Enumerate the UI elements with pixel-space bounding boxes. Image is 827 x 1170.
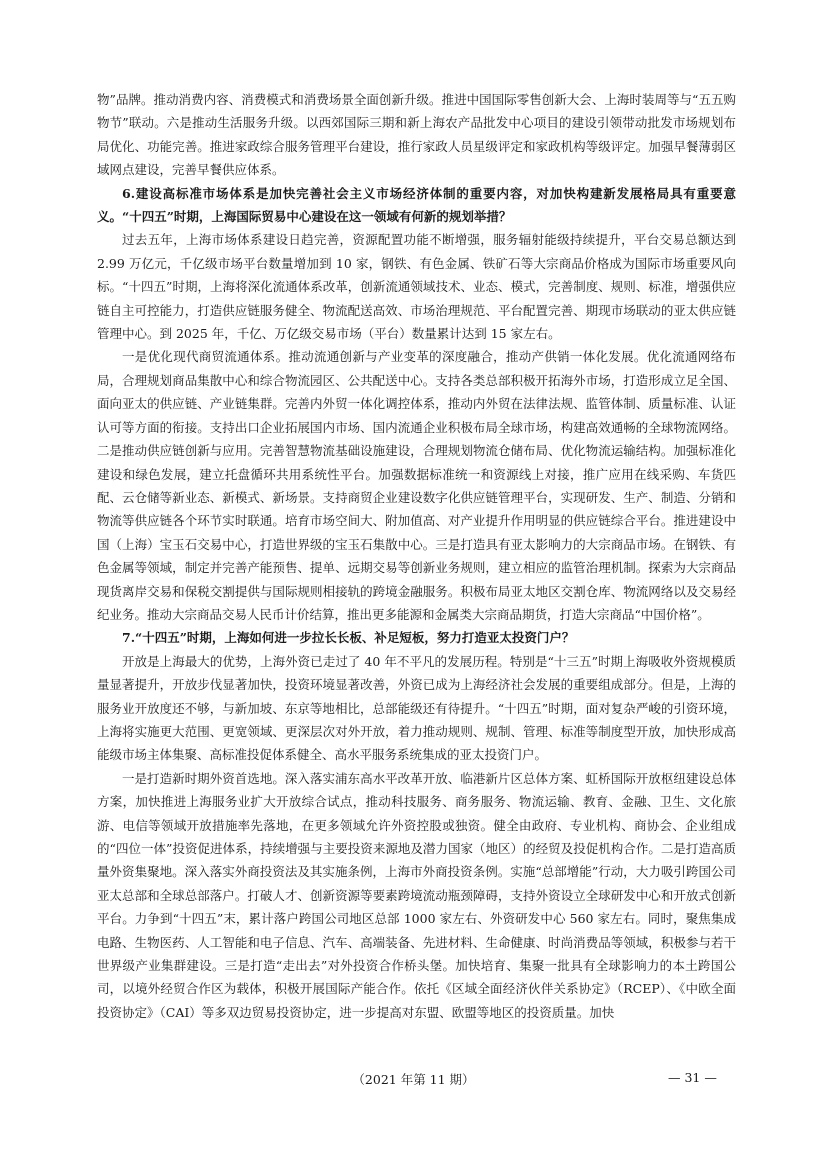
paragraph-6: 开放是上海最大的优势，上海外资已走过了 40 年不平凡的发展历程。特别是“十三五”时期上海吸收外资规模质量显著提升，开放步伐显著加快，投资环境显著改善，外资已成为上海经济社会发展的重要组成部分。但是，上海的服务业开放度还不够，与新加坡、东京等地相比，总部能级还有待提升。“十四五”时期，面对复杂严峻的引资环境，上海将实施更大范围、更宽领域、更深层次对外开放，着力推动规则、规制、管理、标准等制度型开放，加快形成高能级市场主体集聚、高标准投促体系健全、高水平服务系统集成的亚太投资门户。 — [97, 653, 736, 763]
paragraph-3: 过去五年，上海市场体系建设日趋完善，资源配置功能不断增强，服务辐射能级持续提升，平台交易总额达到 2.99 万亿元，千亿级市场平台数量增加到 10 家，钢铁、有色金属、铁矿石等大宗商品价格成为国际市场重要风向标。“十四五”时期，上海将深化流通体系改革，创新流通领域技术、业态、模式，完善制度、规则、标准，增强供应链自主可控能力，打造供应链服务健全、物流配送高效、市场治理规范、平台配置完善、期现市场联动的亚太供应链管理中心。到 2025 年，千亿、万亿级交易市场（平台）数量累计达到 15 家左右。 — [97, 232, 736, 342]
issue-label: （2021 年第 11 期） — [352, 1072, 475, 1087]
question-7: 7.“十四五”时期，上海如何进一步拉长长板、补足短板，努力打造亚太投资门户？ — [122, 630, 575, 646]
paragraph-7: 一是打造新时期外资首选地。深入落实浦东高水平改革开放、临港新片区总体方案、虹桥国际开放枢纽建设总体方案，加快推进上海服务业扩大开放综合试点，推动科技服务、商务服务、物流运输、教育、金融、卫生、文化旅游、电信等领域开放措施率先落地，在更多领域允许外资控股或独资。健全由政府、专业机构、商协会、企业组成的“四位一体”投资促进体系，持续增强与主要投资来源地及潜力国家（地区）的经贸及投促机构合作。二是打造高质量外资集聚地。深入落实外商投资法及其实施条例，上海市外商投资条例。实施“总部增能”行动，大力吸引跨国公司亚太总部和全球总部落户。打破人才、创新资源等要素跨境流动瓶颈障碍，支持外资设立全球研发中心和开放式创新平台。力争到“十四五”末，累计落户跨国公司地区总部 1000 家左右、外资研发中心 560 家左右。同时，聚焦集成电路、生物医药、人工智能和电子信息、汽车、高端装备、先进材料、生命健康、时尚消费品等领域，积极参与若干世界级产业集群建设。三是打造“走出去”对外投资合作桥头堡。加快培育、集聚一批具有全球影响力的本土跨国公司，以境外经贸合作区为载体，积极开展国际产能合作。依托《区域全面经济伙伴关系协定》（RCEP）、《中欧全面投资协定》（CAI）等多双边贸易投资协定，进一步提高对东盟、欧盟等地区的投资质量。加快 — [97, 770, 736, 1020]
paragraph-4: 一是优化现代商贸流通体系。推动流通创新与产业变革的深度融合，推动产供销一体化发展。优化流通网络布局，合理规划商品集散中心和综合物流园区、公共配送中心。支持各类总部积极开拓海外市场，打造形成立足全国、面向亚太的供应链、产业链集群。完善内外贸一体化调控体系，推动内外贸在法律法规、监管体制、质量标准、认证认可等方面的衔接。支持出口企业拓展国内市场、国内流通企业积极布局全球市场，构建高效通畅的全球物流网络。二是推动供应链创新与应用。完善智慧物流基础设施建设，合理规划物流仓储布局、优化物流运输结构。加强标准化建设和绿色发展，建立托盘循环共用系统性平台。加强数据标准统一和资源线上对接，推广应用在线采购、车货匹配、云仓储等新业态、新模式、新场景。支持商贸企业建设数字化供应链管理平台，实现研发、生产、制造、分销和物流等供应链各个环节实时联通。培育市场空间大、附加值高、对产业提升作用明显的供应链综合平台。推进建设中国（上海）宝玉石交易中心，打造世界级的宝玉石集散中心。三是打造具有亚太影响力的大宗商品市场。在钢铁、有色金属等领域，制定并完善产能预售、提单、远期交易等创新业务规则，建立相应的监管治理机制。探索为大宗商品现货离岸交易和保税交割提供与国际规则相接轨的跨境金融服务。积极布局亚太地区交割仓库、物流网络以及交易经纪业务。推动大宗商品交易人民币计价结算，推出更多能源和金属类大宗商品期货，打造大宗商品“中国价格”。 — [97, 349, 736, 622]
article-body — [97, 88, 736, 1024]
question-6: 6.建设高标准市场体系是加快完善社会主义市场经济体制的重要内容，对加快构建新发展格局具有重要意义。“十四五”时期，上海国际贸易中心建设在这一领域有何新的规划举措？ — [97, 185, 736, 225]
paragraph-1: 物”品牌。推动消费内容、消费模式和消费场景全面创新升级。推进中国国际零售创新大会、上海时装周等与“五五购物节”联动。六是推动生活服务升级。以西郊国际三期和新上海农产品批发中心项目的建设引领带动批发市场规划布局优化、功能完善。推进家政综合服务管理平台建设，推行家政人员星级评定和家政机构等级评定。加强早餐薄弱区域网点建设，完善早餐供应体系。 — [97, 92, 736, 178]
page-number: — 31 — — [668, 1070, 717, 1085]
